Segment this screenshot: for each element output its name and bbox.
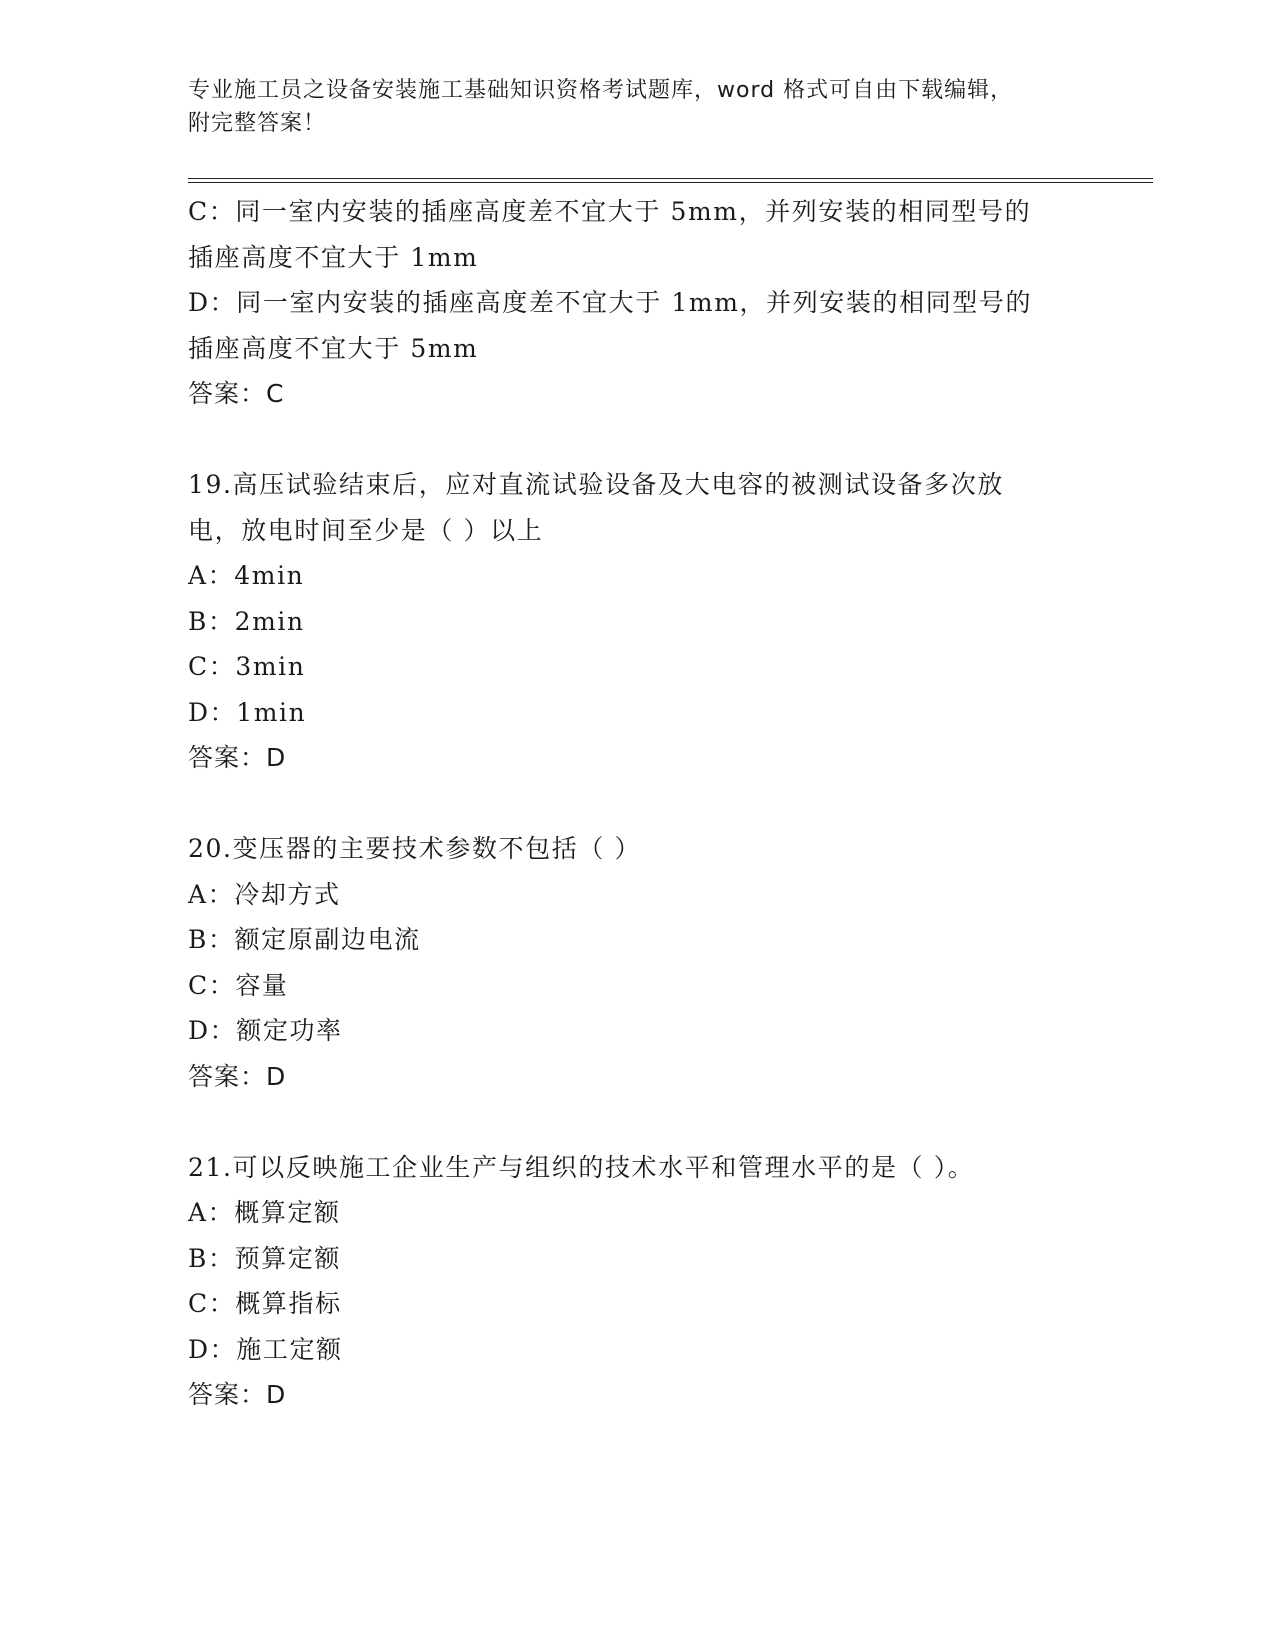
question-stem: 电，放电时间至少是（ ）以上 <box>188 515 544 545</box>
option-a: A：冷却方式 <box>188 879 341 909</box>
question-19 <box>188 462 1088 781</box>
option-a: A：概算定额 <box>188 1198 341 1227</box>
option-c: C：概算指标 <box>188 1289 342 1318</box>
header-line-1: 专业施工员之设备安装施工基础知识资格考试题库，word 格式可自由下载编辑， <box>188 78 1014 103</box>
option-line: D：同一室内安装的插座高度差不宜大于 1mm，并列安装的相同型号的 <box>188 288 1033 317</box>
question-18-continued <box>188 189 1088 417</box>
header-line-2: 附完整答案！ <box>188 111 327 136</box>
answer: 答案：C <box>188 379 285 408</box>
document-header <box>188 74 1068 140</box>
spacer <box>188 417 1088 463</box>
option-d: D：1min <box>188 697 307 727</box>
question-stem: 21.可以反映施工企业生产与组织的技术水平和管理水平的是（ ）。 <box>188 1152 975 1182</box>
option-d: D：施工定额 <box>188 1334 343 1364</box>
option-c: C：3min <box>188 652 306 681</box>
question-21 <box>188 1145 1088 1418</box>
question-stem: 20.变压器的主要技术参数不包括（ ） <box>188 834 642 863</box>
option-line: C：同一室内安装的插座高度差不宜大于 5mm，并列安装的相同型号的 <box>188 197 1032 226</box>
option-b: B：预算定额 <box>188 1243 341 1273</box>
question-stem: 19.高压试验结束后，应对直流试验设备及大电容的被测试设备多次放 <box>188 470 1004 499</box>
document-body <box>188 189 1088 1418</box>
answer: 答案：D <box>188 1380 287 1409</box>
spacer <box>188 781 1088 827</box>
spacer <box>188 1099 1088 1145</box>
answer: 答案：D <box>188 743 287 772</box>
option-a: A：4min <box>188 561 305 590</box>
header-divider <box>188 178 1153 183</box>
option-line: 插座高度不宜大于 5mm <box>188 333 479 363</box>
question-20 <box>188 826 1088 1099</box>
option-line: 插座高度不宜大于 1mm <box>188 242 479 272</box>
option-b: B：2min <box>188 606 305 636</box>
option-b: B：额定原副边电流 <box>188 925 421 954</box>
option-d: D：额定功率 <box>188 1016 343 1045</box>
option-c: C：容量 <box>188 970 289 1000</box>
answer: 答案：D <box>188 1061 287 1091</box>
